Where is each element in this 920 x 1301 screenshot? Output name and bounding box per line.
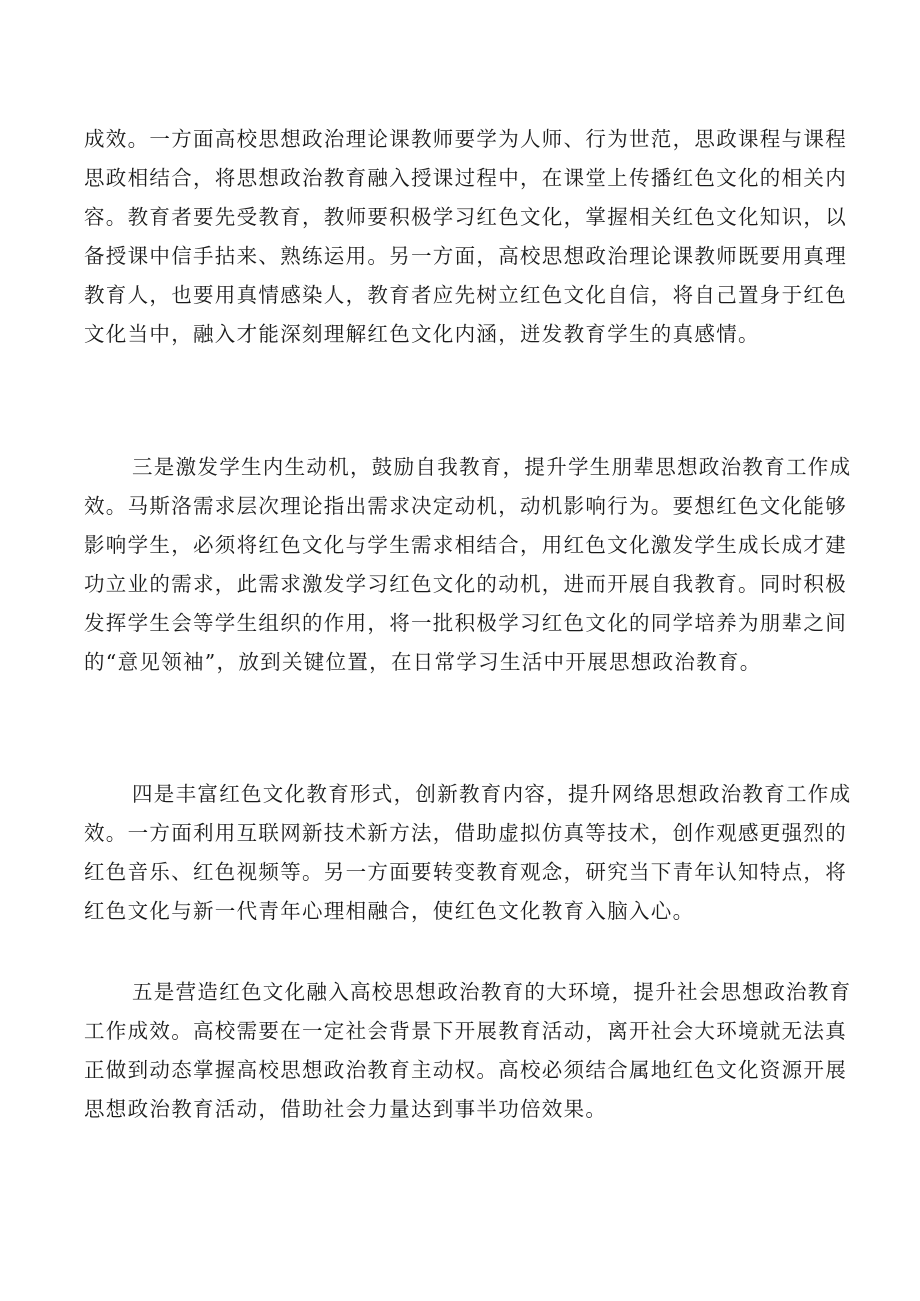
paragraph-continuation bbox=[84, 120, 847, 354]
paragraph-line: 效。马斯洛需求层次理论指出需求决定动机，动机影响行为。要想红色文化能够 bbox=[84, 494, 847, 518]
paragraph-line: 效。一方面利用互联网新技术新方法，借助虚拟仿真等技术，创作观感更强烈的 bbox=[84, 821, 847, 845]
paragraph-line: 功立业的需求，此需求激发学习红色文化的动机，进而开展自我教育。同时积极 bbox=[84, 572, 847, 596]
paragraph-line: 容。教育者要先受教育，教师要积极学习红色文化，掌握相关红色文化知识，以 bbox=[84, 205, 847, 229]
paragraph-line: 影响学生，必须将红色文化与学生需求相结合，用红色文化激发学生成长成才建 bbox=[84, 533, 847, 557]
paragraph-line: 五是营造红色文化融入高校思想政治教育的大环境，提升社会思想政治教育 bbox=[132, 980, 852, 1004]
paragraph-line: 备授课中信手拈来、熟练运用。另一方面，高校思想政治理论课教师既要用真理 bbox=[84, 244, 847, 268]
paragraph-line: 思政相结合，将思想政治教育融入授课过程中，在课堂上传播红色文化的相关内 bbox=[84, 166, 847, 190]
paragraph-line: 发挥学生会等学生组织的作用，将一批积极学习红色文化的同学培养为朋辈之间 bbox=[84, 611, 847, 635]
paragraph-line: 成效。一方面高校思想政治理论课教师要学为人师、行为世范，思政课程与课程 bbox=[84, 127, 847, 151]
paragraph-line: 四是丰富红色文化教育形式，创新教育内容，提升网络思想政治教育工作成 bbox=[132, 782, 852, 806]
paragraph-four bbox=[84, 775, 852, 931]
paragraph-five bbox=[84, 973, 852, 1129]
paragraph-line: 红色音乐、红色视频等。另一方面要转变教育观念，研究当下青年认知特点，将 bbox=[84, 860, 847, 884]
paragraph-line: 文化当中，融入才能深刻理解红色文化内涵，迸发教育学生的真感情。 bbox=[84, 322, 760, 346]
paragraph-line: 红色文化与新一代青年心理相融合，使红色文化教育入脑入心。 bbox=[84, 899, 695, 923]
paragraph-three bbox=[84, 448, 852, 682]
paragraph-line: 工作成效。高校需要在一定社会背景下开展教育活动，离开社会大环境就无法真 bbox=[84, 1019, 847, 1043]
paragraph-line: 思想政治教育活动，借助社会力量达到事半功倍效果。 bbox=[84, 1097, 608, 1121]
paragraph-line: 教育人，也要用真情感染人，教育者应先树立红色文化自信，将自己置身于红色 bbox=[84, 283, 847, 307]
paragraph-line: 三是激发学生内生动机，鼓励自我教育，提升学生朋辈思想政治教育工作成 bbox=[132, 455, 852, 479]
paragraph-line: 正做到动态掌握高校思想政治教育主动权。高校必须结合属地红色文化资源开展 bbox=[84, 1058, 847, 1082]
paragraph-line: 的“意见领袖”，放到关键位置，在日常学习生活中开展思想政治教育。 bbox=[84, 650, 762, 674]
